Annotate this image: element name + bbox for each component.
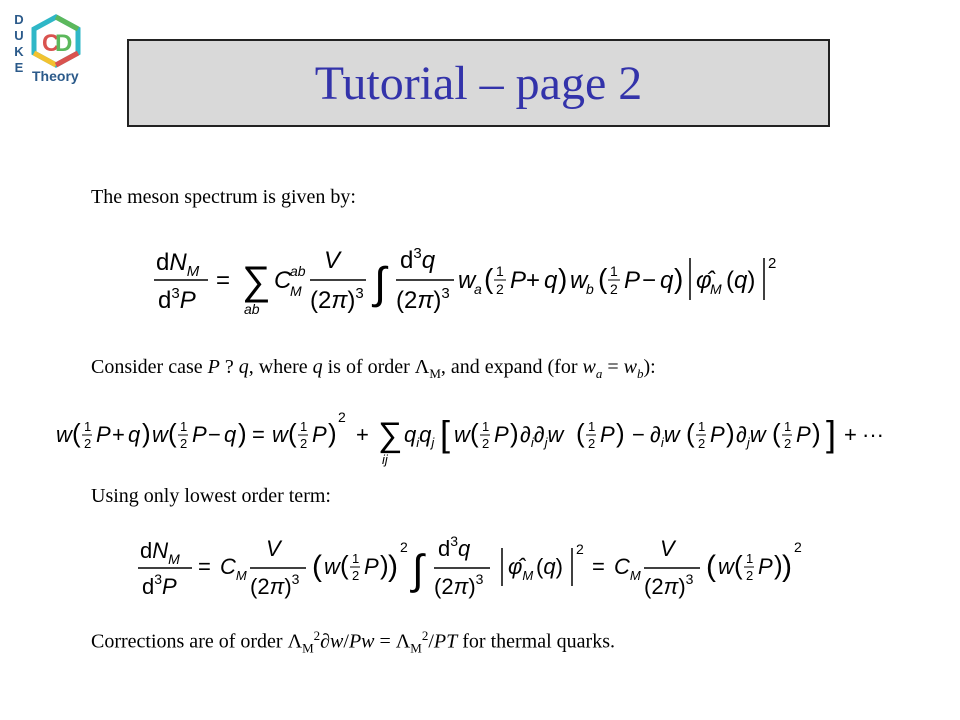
svg-text:P: P xyxy=(600,422,615,447)
svg-text:1: 1 xyxy=(496,263,504,279)
svg-text:V: V xyxy=(660,536,675,561)
svg-text:2: 2 xyxy=(610,281,618,297)
text-line-corrections: Corrections are of order $\Lambda_M^2\partial w/Pw = \Lambda_M^2/PT$ for thermal quarks. xyxy=(91,628,615,656)
svg-text:1: 1 xyxy=(482,419,490,434)
svg-text:): ) xyxy=(782,550,792,583)
svg-text:P: P xyxy=(192,422,207,447)
svg-text:2: 2 xyxy=(588,436,596,451)
svg-text:(2π)3: $(2\pi)^3$ xyxy=(434,571,484,599)
svg-text:dNM: $dN_M$ xyxy=(140,538,180,567)
svg-text:): ) xyxy=(674,263,684,294)
svg-text:P: P xyxy=(364,554,379,579)
text-line-meson-spectrum: The meson spectrum is given by: xyxy=(91,186,356,208)
logo-duke-letters: D U K E xyxy=(14,12,24,75)
svg-text:∫: ∫ xyxy=(412,546,424,593)
logo-theory-word: Theory xyxy=(32,68,79,84)
svg-text:dNM: $dN_M$ xyxy=(156,249,200,280)
svg-text:(: ( xyxy=(470,418,479,448)
svg-text:P: P xyxy=(758,554,773,579)
svg-text:2: 2 xyxy=(496,281,504,297)
svg-text:(: ( xyxy=(312,550,322,583)
svg-text:(: ( xyxy=(288,418,297,448)
svg-text:C: C xyxy=(42,30,60,57)
svg-text:C: C xyxy=(274,267,292,294)
svg-text:): ) xyxy=(558,263,568,294)
equation-lowest-order xyxy=(136,530,836,615)
svg-text:1: 1 xyxy=(180,419,188,434)
svg-text:[: [ xyxy=(440,413,451,454)
svg-text:P: P xyxy=(624,267,641,294)
svg-text:2: 2 xyxy=(482,436,490,451)
svg-text:+: + xyxy=(356,422,369,447)
equation-expansion xyxy=(56,404,916,479)
svg-text:d3q: $d^3q$ xyxy=(400,245,436,274)
svg-text:): ) xyxy=(238,418,247,448)
slide-title: Tutorial – page 2 xyxy=(314,56,643,110)
svg-text:]: ] xyxy=(826,413,837,454)
svg-text:d3P: $d^3P$ xyxy=(158,285,196,314)
svg-text:q: q xyxy=(224,422,237,447)
svg-text:···: ··· xyxy=(862,422,884,447)
svg-text:+: + xyxy=(526,267,541,294)
svg-text:M: M xyxy=(710,281,722,297)
duke-qcd-theory-logo xyxy=(12,12,86,92)
svg-text:): ) xyxy=(726,418,735,448)
svg-text:φ̂M: $\varphî_M$ xyxy=(508,554,534,583)
svg-text:+: + xyxy=(844,422,857,447)
svg-text:2: 2 xyxy=(338,409,346,425)
svg-text:∂iw: $\partial_iw$ xyxy=(650,422,680,450)
svg-text:q: q xyxy=(128,422,141,447)
text-line-lowest-order: Using only lowest order term: xyxy=(91,485,331,507)
svg-text:CM: $C_M$ xyxy=(614,554,641,583)
svg-text:−: − xyxy=(632,422,645,447)
svg-text:2: 2 xyxy=(794,539,802,555)
svg-text:2: 2 xyxy=(768,255,777,272)
svg-text:=: = xyxy=(592,554,605,579)
svg-text:−: − xyxy=(642,267,657,294)
svg-text:=: = xyxy=(198,554,211,579)
svg-text:1: 1 xyxy=(746,551,754,566)
svg-text:∫: ∫ xyxy=(374,259,387,308)
svg-text:P: P xyxy=(312,422,327,447)
svg-text:(: ( xyxy=(72,418,81,448)
svg-text:2: 2 xyxy=(180,436,188,451)
svg-text:w: w xyxy=(570,267,588,294)
svg-text:∂i∂jw: $\partial_i\partial_jw$ xyxy=(520,422,564,450)
svg-text:w: w xyxy=(324,554,340,579)
equation-meson-spectrum xyxy=(152,240,832,325)
svg-text:(2π)3: $(2\pi)^3$ xyxy=(310,285,364,314)
svg-text:w: w xyxy=(56,422,72,447)
svg-text:w: w xyxy=(458,267,476,294)
svg-text:1: 1 xyxy=(84,419,92,434)
svg-text:(: ( xyxy=(484,263,494,294)
svg-text:1: 1 xyxy=(698,419,706,434)
svg-text:ab: ab xyxy=(244,301,260,317)
svg-text:V: V xyxy=(324,247,341,274)
svg-text:=: = xyxy=(216,267,231,294)
svg-text:): ) xyxy=(774,550,783,580)
svg-text:=: = xyxy=(252,422,265,447)
svg-text:2: 2 xyxy=(698,436,706,451)
svg-text:): ) xyxy=(616,418,625,448)
svg-text:(2π)3: $(2\pi)^3$ xyxy=(250,571,300,599)
svg-text:1: 1 xyxy=(352,551,360,566)
svg-text:2: 2 xyxy=(576,541,584,557)
svg-text:P: P xyxy=(710,422,725,447)
svg-text:P: P xyxy=(494,422,509,447)
svg-text:a: a xyxy=(474,281,482,297)
svg-text:2: 2 xyxy=(784,436,792,451)
svg-text:b: b xyxy=(586,281,594,297)
svg-text:(2π)3: $(2\pi)^3$ xyxy=(644,571,694,599)
svg-text:w: w xyxy=(454,422,470,447)
svg-text:2: 2 xyxy=(400,539,408,555)
svg-text:): ) xyxy=(328,418,337,448)
svg-text:V: V xyxy=(266,536,281,561)
svg-text:+: + xyxy=(112,422,125,447)
svg-text:d3P: $d^3P$ xyxy=(142,571,177,599)
svg-text:CM: $C_M$ xyxy=(220,554,247,583)
svg-text:qiqj: $q_iq_j$ xyxy=(404,422,435,450)
svg-text:): ) xyxy=(380,550,389,580)
svg-text:∂jw: $\partial_jw$ xyxy=(736,422,766,450)
svg-text:w: w xyxy=(152,422,168,447)
svg-text:(: ( xyxy=(576,418,585,448)
svg-text:D: D xyxy=(55,30,73,57)
svg-text:P: P xyxy=(96,422,111,447)
svg-text:): ) xyxy=(142,418,151,448)
svg-text:2: 2 xyxy=(352,568,360,583)
svg-text:(: ( xyxy=(772,418,781,448)
svg-text:M: M xyxy=(290,283,302,299)
svg-text:q: q xyxy=(544,267,558,294)
svg-text:d3q: $d^3q$ xyxy=(438,533,471,561)
qcd-hexagon-icon xyxy=(28,14,84,68)
svg-text:P: P xyxy=(796,422,811,447)
svg-text:): ) xyxy=(388,550,398,583)
svg-text:w: w xyxy=(718,554,734,579)
svg-text:(q): (q) xyxy=(536,554,563,579)
svg-text:w: w xyxy=(272,422,288,447)
svg-text:(: ( xyxy=(686,418,695,448)
svg-text:ab: ab xyxy=(290,263,306,279)
svg-text:2: 2 xyxy=(746,568,754,583)
svg-text:−: − xyxy=(208,422,221,447)
svg-text:φ̂: φ̂ xyxy=(696,267,712,294)
svg-text:(: ( xyxy=(340,550,349,580)
svg-text:1: 1 xyxy=(610,263,618,279)
svg-text:1: 1 xyxy=(784,419,792,434)
svg-text:∑: ∑ xyxy=(378,416,403,454)
svg-text:2: 2 xyxy=(84,436,92,451)
svg-text:): ) xyxy=(812,418,821,448)
svg-text:): ) xyxy=(510,418,519,448)
svg-text:(: ( xyxy=(598,263,608,294)
svg-text:2: 2 xyxy=(300,436,308,451)
text-line-consider-case: Consider case P ? q, where q is of order $\Lambda_M$, and expand (for $w_a = w_b$): xyxy=(91,356,656,381)
svg-text:(q): (q) xyxy=(726,267,756,294)
svg-text:(: ( xyxy=(706,550,716,583)
title-box xyxy=(127,39,830,127)
svg-text:q: q xyxy=(660,267,674,294)
svg-text:(2π)3: $(2\pi)^3$ xyxy=(396,285,450,314)
svg-text:∑: ∑ xyxy=(242,259,271,303)
svg-text:P: P xyxy=(510,267,527,294)
svg-text:1: 1 xyxy=(588,419,596,434)
svg-text:ij: ij xyxy=(382,452,388,467)
svg-text:(: ( xyxy=(168,418,177,448)
svg-text:(: ( xyxy=(734,550,743,580)
svg-text:1: 1 xyxy=(300,419,308,434)
